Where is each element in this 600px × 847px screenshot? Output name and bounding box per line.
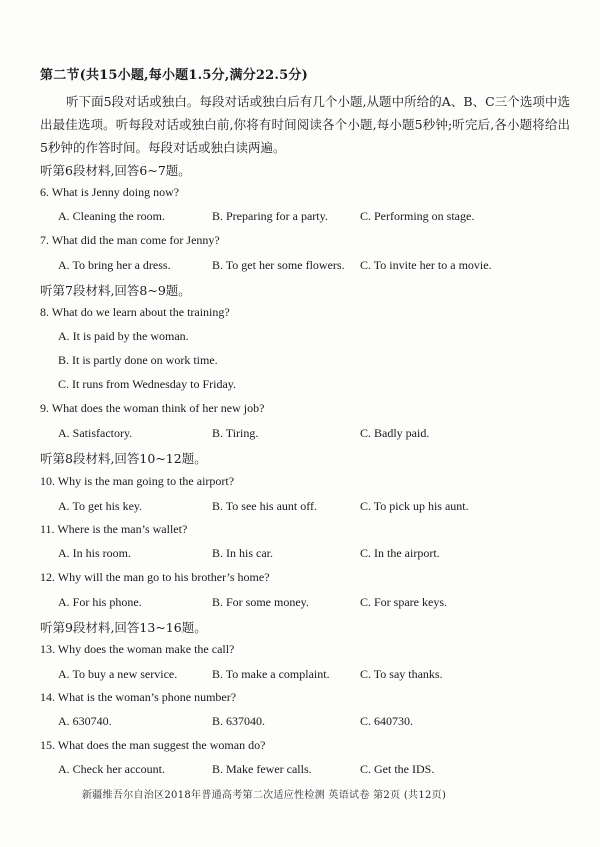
question-8-option-c: C. It runs from Wednesday to Friday. [58, 377, 237, 391]
question-12-option-c: C. For spare keys. [360, 595, 447, 609]
question-13-stem: 13. Why does the woman make the call? [40, 642, 235, 656]
question-12-option-b: B. For some money. [212, 595, 309, 609]
question-6-option-b: B. Preparing for a party. [212, 209, 328, 223]
question-6-option-c: C. Performing on stage. [360, 209, 475, 223]
question-7-option-b: B. To get her some flowers. [212, 258, 345, 272]
material-9-heading: 听第9段材料,回答13~16题。 [40, 620, 207, 635]
question-13-option-b: B. To make a complaint. [212, 667, 330, 681]
section-instructions: 听下面5段对话或独白。每段对话或独白后有几个小题,从题中所给的A、B、C三个选项中选出最佳选项。听每段对话或独白前,你将有时间阅读各个小题,每小题5秒钟;听完后,各小题将给出5秒钟的作答时间。每段对话或独白读两遍。 [40, 94, 570, 155]
question-12-option-a: A. For his phone. [58, 595, 142, 609]
question-10-option-a: A. To get his key. [58, 499, 143, 513]
material-8-heading: 听第8段材料,回答10~12题。 [40, 451, 207, 466]
question-7-option-c: C. To invite her to a movie. [360, 258, 492, 272]
question-11-stem: 11. Where is the man’s wallet? [40, 522, 188, 536]
question-11-option-a: A. In his room. [58, 546, 131, 560]
question-7-option-a: A. To bring her a dress. [58, 258, 171, 272]
page-footer: 新疆维吾尔自治区2018年普通高考第二次适应性检测 英语试卷 第2页 (共12页) [82, 790, 447, 801]
question-9-option-c: C. Badly paid. [360, 426, 430, 440]
question-6-stem: 6. What is Jenny doing now? [40, 185, 180, 199]
question-8-stem: 8. What do we learn about the training? [40, 305, 230, 319]
section-title: 第二节(共15小题,每小题1.5分,满分22.5分) [40, 68, 308, 83]
question-9-option-b: B. Tiring. [212, 426, 259, 440]
material-7-heading: 听第7段材料,回答8~9题。 [40, 283, 191, 298]
question-15-stem: 15. What does the man suggest the woman do? [40, 738, 266, 752]
question-12-stem: 12. Why will the man go to his brother’s home? [40, 570, 270, 584]
question-9-option-a: A. Satisfactory. [58, 426, 133, 440]
question-10-stem: 10. Why is the man going to the airport? [40, 474, 235, 488]
question-8-option-a: A. It is paid by the woman. [58, 329, 189, 343]
question-9-stem: 9. What does the woman think of her new job? [40, 401, 265, 415]
question-14-option-c: C. 640730. [360, 714, 414, 728]
material-6-heading: 听第6段材料,回答6~7题。 [40, 163, 191, 178]
question-15-option-a: A. Check her account. [58, 762, 165, 776]
question-13-option-c: C. To say thanks. [360, 667, 443, 681]
question-13-option-a: A. To buy a new service. [58, 667, 178, 681]
question-10-option-b: B. To see his aunt off. [212, 499, 318, 513]
question-6-option-a: A. Cleaning the room. [58, 209, 165, 223]
question-8-option-b: B. It is partly done on work time. [58, 353, 218, 367]
question-14-option-b: B. 637040. [212, 714, 266, 728]
question-15-option-c: C. Get the IDS. [360, 762, 435, 776]
question-11-option-b: B. In his car. [212, 546, 273, 560]
question-11-option-c: C. In the airport. [360, 546, 440, 560]
question-15-option-b: B. Make fewer calls. [212, 762, 312, 776]
question-7-stem: 7. What did the man come for Jenny? [40, 233, 220, 247]
question-14-stem: 14. What is the woman’s phone number? [40, 690, 237, 704]
question-14-option-a: A. 630740. [58, 714, 112, 728]
question-10-option-c: C. To pick up his aunt. [360, 499, 469, 513]
